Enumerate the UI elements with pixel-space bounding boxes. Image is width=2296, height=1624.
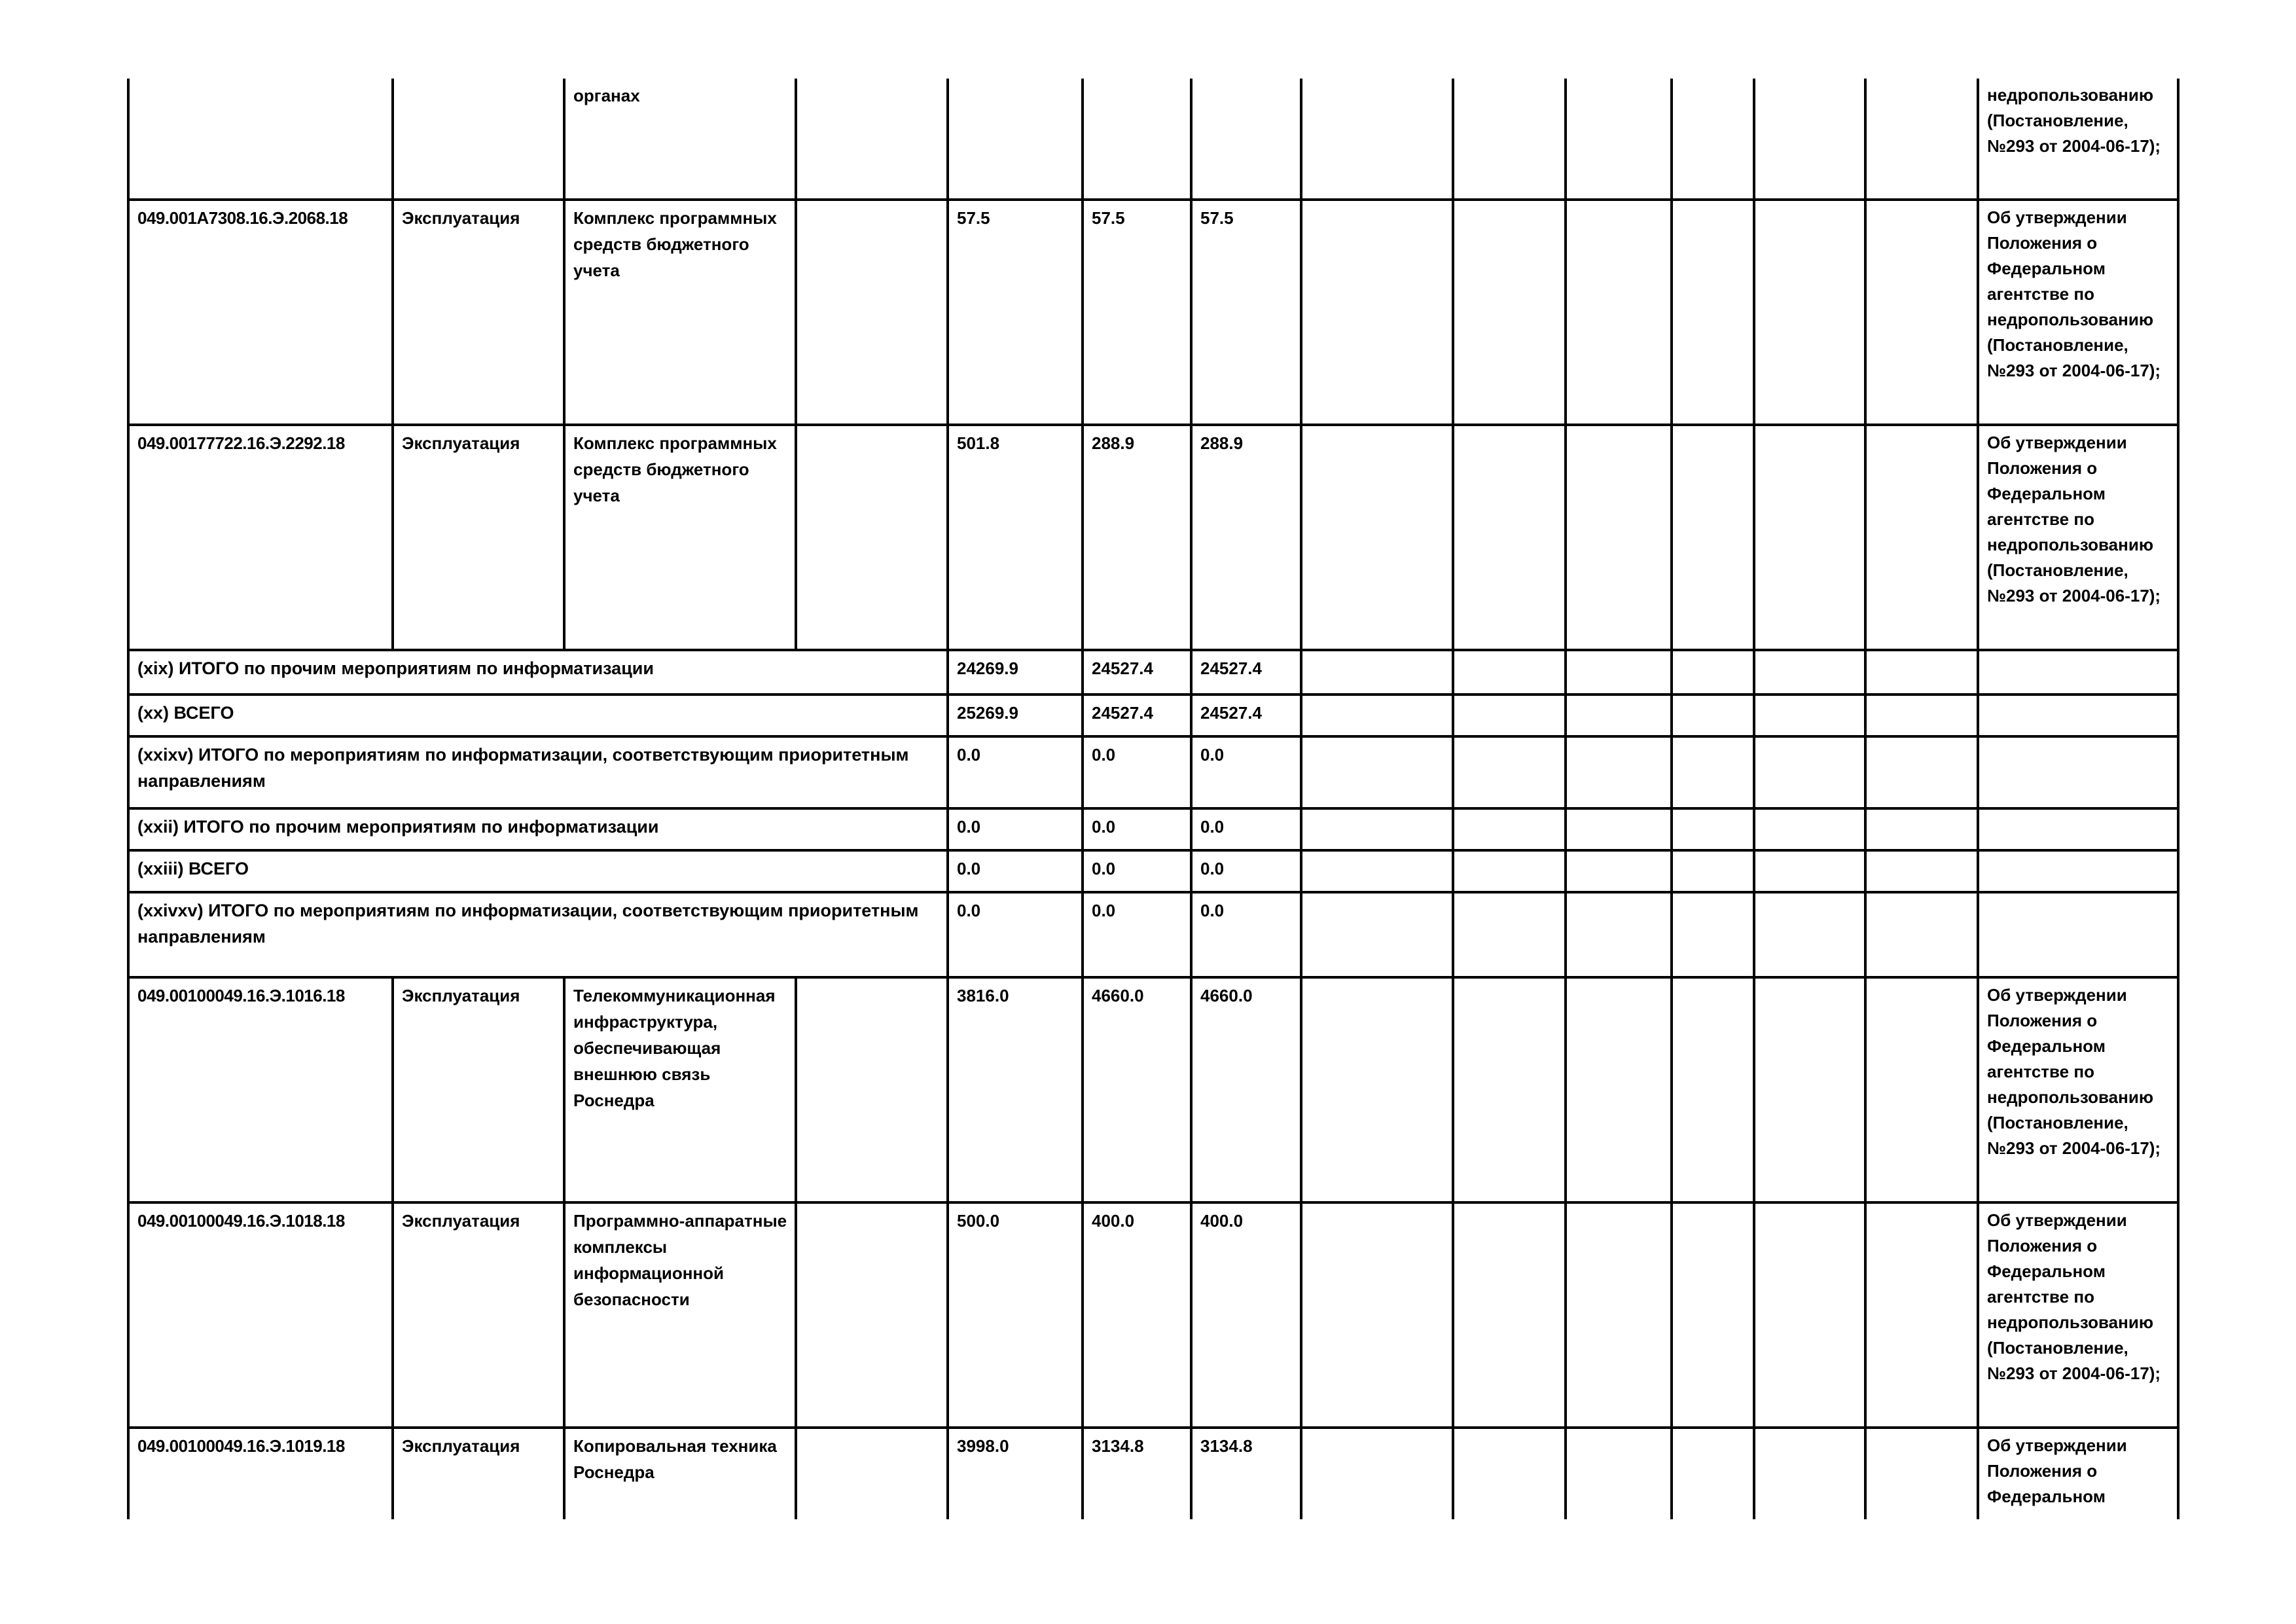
empty-cell: [1754, 736, 1865, 808]
empty-cell: [1865, 1428, 1978, 1519]
value-year-1: 0.0: [948, 808, 1083, 850]
basis-cell: [1978, 736, 2178, 808]
value-year-1: 24269.9: [948, 650, 1083, 695]
empty-cell: [1865, 695, 1978, 736]
empty-cell: [1566, 425, 1672, 650]
summary-label: (xx) ВСЕГО: [128, 695, 948, 736]
measure-extra: [796, 977, 948, 1202]
empty-cell: [1566, 850, 1672, 892]
empty-cell: [1301, 1428, 1453, 1519]
empty-cell: [1566, 977, 1672, 1202]
empty-cell: [1672, 200, 1754, 425]
empty-cell: [1754, 79, 1865, 200]
value-year-3: [1191, 79, 1301, 200]
basis-cell: [1978, 650, 2178, 695]
measure-name: Копировальная техника Роснедра: [564, 1428, 796, 1519]
empty-cell: [1453, 1202, 1566, 1428]
empty-cell: [1672, 736, 1754, 808]
measure-name: Программно-аппаратные комплексы информационной безопасности: [564, 1202, 796, 1428]
measure-extra: [796, 1428, 948, 1519]
value-year-2: [1083, 79, 1191, 200]
empty-cell: [1566, 736, 1672, 808]
budget-table: [127, 79, 2179, 1519]
empty-cell: [1566, 695, 1672, 736]
measure-code: [128, 79, 393, 200]
value-year-3: 0.0: [1191, 892, 1301, 977]
value-year-3: 400.0: [1191, 1202, 1301, 1428]
empty-cell: [1865, 892, 1978, 977]
empty-cell: [1754, 808, 1865, 850]
legal-basis: Об утверждении Положения о Федеральном агентстве по недропользованию (Постановление, №293 от 2004-06-17);: [1978, 977, 2178, 1202]
empty-cell: [1453, 425, 1566, 650]
summary-label: (xxiii) ВСЕГО: [128, 850, 948, 892]
value-year-1: 0.0: [948, 892, 1083, 977]
value-year-1: 3998.0: [948, 1428, 1083, 1519]
empty-cell: [1865, 79, 1978, 200]
measure-stage: Эксплуатация: [393, 425, 564, 650]
table-row: [128, 1428, 2178, 1519]
empty-cell: [1672, 850, 1754, 892]
measure-stage: Эксплуатация: [393, 1202, 564, 1428]
measure-stage: Эксплуатация: [393, 977, 564, 1202]
value-year-3: 288.9: [1191, 425, 1301, 650]
empty-cell: [1672, 425, 1754, 650]
empty-cell: [1754, 977, 1865, 1202]
value-year-2: 24527.4: [1083, 650, 1191, 695]
table-row: [128, 977, 2178, 1202]
summary-row: [128, 808, 2178, 850]
empty-cell: [1754, 650, 1865, 695]
value-year-1: 0.0: [948, 736, 1083, 808]
value-year-3: 24527.4: [1191, 695, 1301, 736]
empty-cell: [1865, 425, 1978, 650]
empty-cell: [1566, 79, 1672, 200]
empty-cell: [1865, 850, 1978, 892]
value-year-3: 0.0: [1191, 850, 1301, 892]
table-row: [128, 1202, 2178, 1428]
value-year-1: 3816.0: [948, 977, 1083, 1202]
value-year-3: 0.0: [1191, 808, 1301, 850]
measure-extra: [796, 200, 948, 425]
measure-name: Комплекс программных средств бюджетного учета: [564, 200, 796, 425]
measure-extra: [796, 425, 948, 650]
empty-cell: [1865, 200, 1978, 425]
empty-cell: [1672, 892, 1754, 977]
value-year-2: 4660.0: [1083, 977, 1191, 1202]
empty-cell: [1672, 650, 1754, 695]
empty-cell: [1301, 892, 1453, 977]
summary-row: [128, 892, 2178, 977]
value-year-2: 24527.4: [1083, 695, 1191, 736]
empty-cell: [1754, 425, 1865, 650]
measure-code: 049.00100049.16.Э.1016.18: [128, 977, 393, 1202]
value-year-2: 3134.8: [1083, 1428, 1191, 1519]
empty-cell: [1453, 892, 1566, 977]
basis-cell: [1978, 850, 2178, 892]
empty-cell: [1453, 200, 1566, 425]
value-year-2: 0.0: [1083, 808, 1191, 850]
measure-code: 049.00177722.16.Э.2292.18: [128, 425, 393, 650]
measure-code: 049.00100049.16.Э.1018.18: [128, 1202, 393, 1428]
value-year-3: 57.5: [1191, 200, 1301, 425]
value-year-3: 4660.0: [1191, 977, 1301, 1202]
empty-cell: [1754, 892, 1865, 977]
empty-cell: [1301, 808, 1453, 850]
summary-label: (xxii) ИТОГО по прочим мероприятиям по информатизации: [128, 808, 948, 850]
legal-basis: Об утверждении Положения о Федеральном агентстве по недропользованию (Постановление, №293 от 2004-06-17);: [1978, 425, 2178, 650]
empty-cell: [1301, 200, 1453, 425]
empty-cell: [1672, 977, 1754, 1202]
measure-extra: [796, 1202, 948, 1428]
empty-cell: [1453, 808, 1566, 850]
summary-label: (xix) ИТОГО по прочим мероприятиям по информатизации: [128, 650, 948, 695]
value-year-1: [948, 79, 1083, 200]
basis-cell: [1978, 892, 2178, 977]
value-year-1: 57.5: [948, 200, 1083, 425]
empty-cell: [1453, 736, 1566, 808]
legal-basis: Об утверждении Положения о Федеральном: [1978, 1428, 2178, 1519]
legal-basis: Об утверждении Положения о Федеральном агентстве по недропользованию (Постановление, №293 от 2004-06-17);: [1978, 1202, 2178, 1428]
value-year-3: 24527.4: [1191, 650, 1301, 695]
value-year-2: 0.0: [1083, 850, 1191, 892]
empty-cell: [1301, 977, 1453, 1202]
measure-code: 049.001А7308.16.Э.2068.18: [128, 200, 393, 425]
empty-cell: [1672, 808, 1754, 850]
empty-cell: [1453, 977, 1566, 1202]
legal-basis: Об утверждении Положения о Федеральном агентстве по недропользованию (Постановление, №293 от 2004-06-17);: [1978, 200, 2178, 425]
empty-cell: [1754, 1428, 1865, 1519]
empty-cell: [1453, 1428, 1566, 1519]
summary-row: [128, 736, 2178, 808]
value-year-2: 400.0: [1083, 1202, 1191, 1428]
value-year-2: 288.9: [1083, 425, 1191, 650]
empty-cell: [1754, 1202, 1865, 1428]
empty-cell: [1301, 736, 1453, 808]
basis-cell: [1978, 695, 2178, 736]
legal-basis: недропользованию (Постановление, №293 от 2004-06-17);: [1978, 79, 2178, 200]
empty-cell: [1865, 808, 1978, 850]
summary-row: [128, 650, 2178, 695]
value-year-2: 57.5: [1083, 200, 1191, 425]
summary-label: (xxixv) ИТОГО по мероприятиям по информатизации, соответствующим приоритетным направлениям: [128, 736, 948, 808]
empty-cell: [1301, 850, 1453, 892]
measure-extra: [796, 79, 948, 200]
table-row: [128, 425, 2178, 650]
table-row: [128, 200, 2178, 425]
measure-stage: [393, 79, 564, 200]
value-year-3: 0.0: [1191, 736, 1301, 808]
measure-name: органах: [564, 79, 796, 200]
empty-cell: [1672, 1202, 1754, 1428]
measure-code: 049.00100049.16.Э.1019.18: [128, 1428, 393, 1519]
empty-cell: [1672, 695, 1754, 736]
empty-cell: [1566, 200, 1672, 425]
measure-name: Комплекс программных средств бюджетного учета: [564, 425, 796, 650]
empty-cell: [1865, 650, 1978, 695]
empty-cell: [1865, 977, 1978, 1202]
summary-row: [128, 850, 2178, 892]
empty-cell: [1754, 200, 1865, 425]
value-year-3: 3134.8: [1191, 1428, 1301, 1519]
measure-name: Телекоммуникационная инфраструктура, обеспечивающая внешнюю связь Роснедра: [564, 977, 796, 1202]
value-year-2: 0.0: [1083, 736, 1191, 808]
empty-cell: [1566, 1202, 1672, 1428]
measure-stage: Эксплуатация: [393, 200, 564, 425]
value-year-1: 0.0: [948, 850, 1083, 892]
value-year-1: 501.8: [948, 425, 1083, 650]
value-year-1: 500.0: [948, 1202, 1083, 1428]
empty-cell: [1672, 1428, 1754, 1519]
empty-cell: [1301, 650, 1453, 695]
summary-label: (xxivxv) ИТОГО по мероприятиям по информатизации, соответствующим приоритетным направлениям: [128, 892, 948, 977]
empty-cell: [1301, 79, 1453, 200]
empty-cell: [1453, 79, 1566, 200]
empty-cell: [1865, 1202, 1978, 1428]
empty-cell: [1672, 79, 1754, 200]
empty-cell: [1566, 1428, 1672, 1519]
empty-cell: [1301, 695, 1453, 736]
value-year-2: 0.0: [1083, 892, 1191, 977]
empty-cell: [1453, 650, 1566, 695]
empty-cell: [1453, 695, 1566, 736]
empty-cell: [1754, 850, 1865, 892]
empty-cell: [1566, 892, 1672, 977]
summary-row: [128, 695, 2178, 736]
empty-cell: [1566, 808, 1672, 850]
empty-cell: [1301, 1202, 1453, 1428]
empty-cell: [1566, 650, 1672, 695]
empty-cell: [1453, 850, 1566, 892]
table-row: [128, 79, 2178, 200]
empty-cell: [1301, 425, 1453, 650]
value-year-1: 25269.9: [948, 695, 1083, 736]
basis-cell: [1978, 808, 2178, 850]
measure-stage: Эксплуатация: [393, 1428, 564, 1519]
empty-cell: [1865, 736, 1978, 808]
empty-cell: [1754, 695, 1865, 736]
